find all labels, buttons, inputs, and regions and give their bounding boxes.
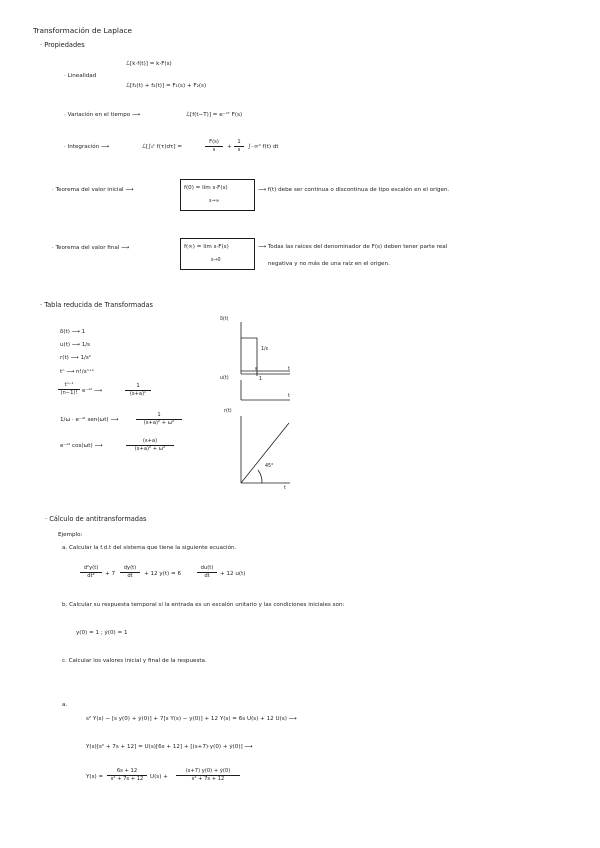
solution-line2: Y(s)[s² + 7s + 12] = U(s)[6s + 12] + [(s+7)·y(0) + ẏ(0)] ⟶ bbox=[86, 744, 253, 750]
section-heading-antitransformadas: · Cálculo de antitransformadas bbox=[45, 515, 147, 523]
solution-line3-mid: U(s) + bbox=[150, 774, 168, 780]
eq-d2y-frac: d²y(t) dt² bbox=[80, 566, 102, 579]
valor-inicial-box: f(0) = lím s·F(s) s→∞ bbox=[180, 179, 255, 211]
eq-dy-frac: dy(t) dt bbox=[120, 566, 140, 579]
integracion-frac1: F(s) s bbox=[205, 140, 223, 153]
valor-inicial-label: · Teorema del valor inicial ⟶ bbox=[52, 187, 134, 193]
ramp-xlabel: t bbox=[284, 486, 286, 491]
section-heading-propiedades: · Propiedades bbox=[40, 41, 85, 49]
question-b: b. Calcular su respuesta temporal si la entrada es un escalón unitario y las condiciones iniciales son: bbox=[62, 602, 345, 608]
question-a: a. Calcular la f.d.t del sistema que tiene la siguiente ecuación. bbox=[62, 545, 237, 551]
table-row6-right-frac: 1 (s+a)² + ω² bbox=[136, 413, 182, 426]
variacion-label: · Variación en el tiempo ⟶ bbox=[64, 112, 141, 118]
integracion-plus: + bbox=[227, 144, 232, 150]
table-row7-right-frac: (s+a) (s+a)² + ω² bbox=[126, 439, 174, 452]
table-row7-left: e⁻ᵃᵗ cos(ωt) ⟶ bbox=[60, 443, 103, 449]
question-c: c. Calcular los valores inicial y final de la respuesta. bbox=[62, 658, 207, 664]
step-height-label: 1 bbox=[259, 377, 263, 382]
linealidad-eq2: ℒ[f₁(t) + f₂(t)] = F₁(s) + F₂(s) bbox=[126, 83, 207, 89]
integracion-label: · Integración ⟶ bbox=[64, 144, 110, 150]
page-title: Transformación de Laplace bbox=[33, 26, 133, 35]
valor-inicial-note: ⟶ f(t) debe ser continua o discontinua de tipo escalón en el origen. bbox=[258, 187, 450, 193]
variacion-eq: ℒ[f(t−T)] = e⁻ˢᵀ F(s) bbox=[186, 112, 243, 118]
ramp-angle-label: 45° bbox=[265, 464, 274, 469]
delta-height-label: 1/ε bbox=[261, 347, 269, 352]
eq-plus7: + 7 bbox=[105, 571, 116, 577]
ramp-angle-arc bbox=[258, 470, 262, 483]
initial-conditions: y(0) = 1 ; ẏ(0) = 1 bbox=[76, 630, 128, 636]
integracion-frac2: 1 s bbox=[234, 140, 244, 153]
integracion-eq-left: ℒ[∫₀ᵗ f(τ)dτ] = bbox=[142, 144, 183, 150]
eq-end: + 12 u(t) bbox=[220, 571, 246, 577]
eq-mid: + 12 y(t) = 6 bbox=[144, 571, 182, 577]
example-label: Ejemplo: bbox=[58, 532, 83, 538]
valor-final-box: f(∞) = lím s·F(s) s→0 bbox=[180, 238, 255, 270]
ramp-ylabel: r(t) bbox=[224, 409, 232, 414]
step-ylabel: u(t) bbox=[220, 376, 229, 381]
table-row: r(t) ⟶ 1/s² bbox=[60, 355, 92, 361]
linealidad-eq1: ℒ[k·f(t)] = k·F(s) bbox=[126, 61, 172, 67]
solution-line1: s² Y(s) − [s y(0) + ẏ(0)] + 7[s Y(s) − y(0)] + 12 Y(s) = 6s U(s) + 12 U(s) ⟶ bbox=[86, 716, 297, 722]
table-row5-right-frac: 1 (s+a)ⁿ bbox=[125, 384, 151, 397]
table-row: u(t) ⟶ 1/s bbox=[60, 342, 91, 348]
table-row5-left-frac: tⁿ⁻¹ (n−1)! bbox=[58, 383, 80, 396]
delta-ylabel: δ(t) bbox=[220, 317, 229, 322]
table-row: δ(t) ⟶ 1 bbox=[60, 329, 86, 335]
table-row6-left: 1/ω · e⁻ᵃᵗ sen(ωt) ⟶ bbox=[60, 417, 119, 423]
valor-final-note-2: negativa y no más de una raíz en el origen. bbox=[268, 261, 390, 267]
solution-line3-lhs: Y(s) = bbox=[86, 774, 104, 780]
valor-final-label: · Teorema del valor final ⟶ bbox=[52, 245, 130, 251]
solution-frac-b: (s+7) y(0) + ẏ(0) s² + 7s + 12 bbox=[176, 769, 240, 782]
ramp-line bbox=[241, 423, 289, 483]
delta-xlabel: t bbox=[288, 367, 290, 372]
section-heading-tabla: · Tabla reducida de Transformadas bbox=[40, 301, 153, 309]
linealidad-label: · Linealidad bbox=[64, 73, 97, 79]
step-xlabel: t bbox=[288, 394, 290, 399]
valor-final-note-1: ⟶ Todas las raíces del denominador de F(s) deben tener parte real bbox=[258, 244, 448, 250]
table-row: tⁿ ⟶ n!/sⁿ⁺¹ bbox=[60, 369, 95, 375]
integracion-eq-right: ∫₋∞⁰ f(t) dt bbox=[248, 144, 279, 150]
solution-frac-a: 6s + 12 s² + 7s + 12 bbox=[107, 769, 147, 782]
delta-tick-label: ε bbox=[255, 367, 258, 372]
eq-du-frac: du(t) dt bbox=[197, 566, 217, 579]
table-row5-exp: e⁻ᵃᵗ ⟶ bbox=[82, 388, 103, 394]
solution-label: a. bbox=[62, 702, 68, 708]
